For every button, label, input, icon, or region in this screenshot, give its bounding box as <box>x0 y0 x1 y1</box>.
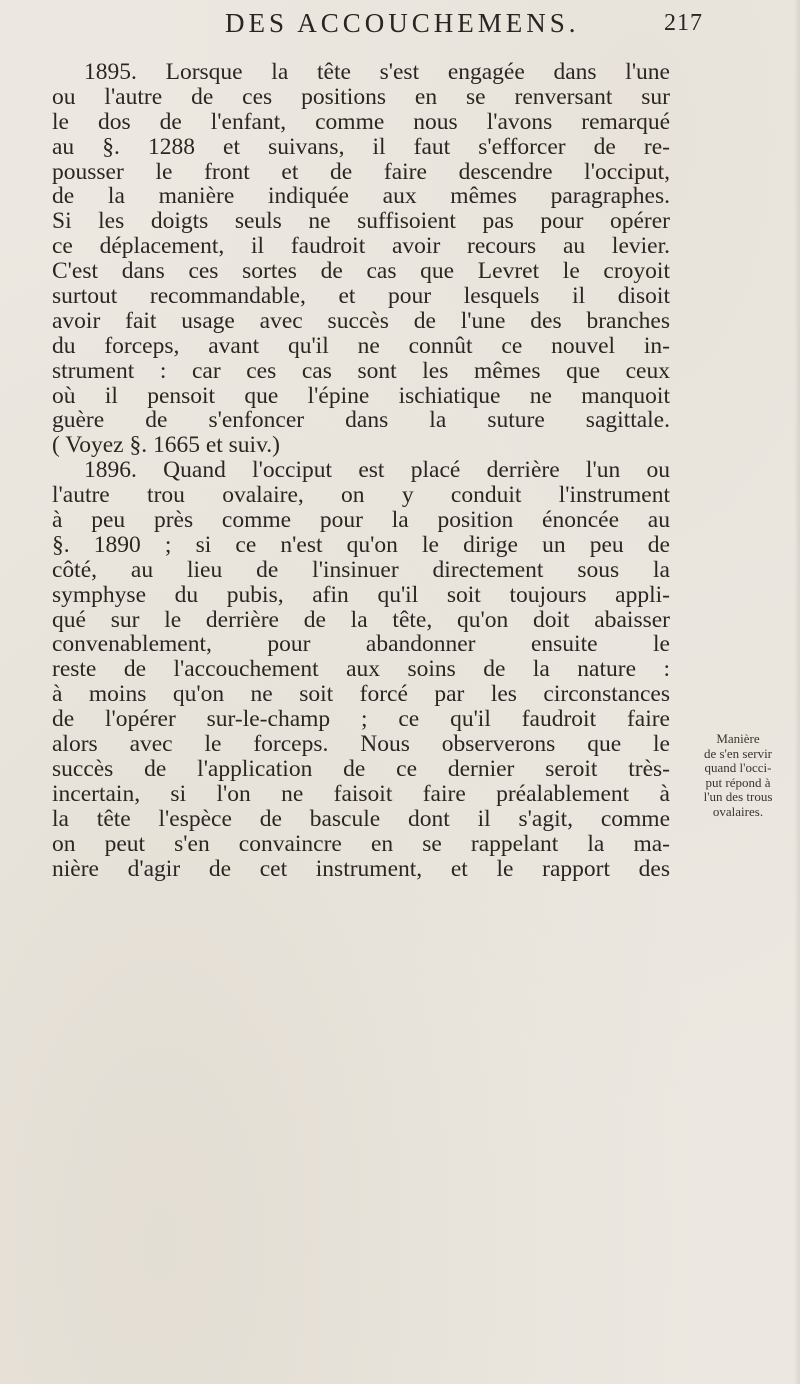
paragraph-1895-line: 1895. Lorsque la tête s'est engagée dans l'une <box>84 59 670 85</box>
text-line: du forceps, avant qu'il ne connût ce nouvel in- <box>52 332 670 359</box>
text-line: strument : car ces cas sont les mêmes que ceux <box>52 357 670 384</box>
text-line: l'autre trou ovalaire, on y conduit l'instrument <box>52 482 670 509</box>
text-line: le dos de l'enfant, comme nous l'avons remarqué <box>52 108 670 135</box>
text-line: convenablement, pour abandonner ensuite le <box>52 631 670 658</box>
text-line: symphyse du pubis, afin qu'il soit toujours appli- <box>52 581 670 608</box>
text-line: où il pensoit que l'épine ischiatique ne manquoit <box>52 382 670 409</box>
margin-note-line: Manière <box>716 731 760 746</box>
text-line: à peu près comme pour la position énoncée au <box>52 507 670 534</box>
margin-note <box>682 732 794 820</box>
margin-note-line: de s'en servir <box>703 745 773 761</box>
page-number: 217 <box>664 10 703 36</box>
text-line: ou l'autre de ces positions en se renversant sur <box>52 83 670 110</box>
paragraph-1896-line: 1896. Quand l'occiput est placé derrière l'un ou <box>84 457 670 484</box>
text-line: guère de s'enfoncer dans la suture sagittale. <box>52 407 670 434</box>
text-line: ce déplacement, il faudroit avoir recours au levier. <box>52 233 670 260</box>
text-line: surtout recommandable, et pour lesquels il disoit <box>52 283 670 310</box>
margin-note-line: put répond à <box>705 774 771 790</box>
text-line: reste de l'accouchement aux soins de la nature : <box>52 656 670 683</box>
running-head <box>0 8 800 48</box>
text-line: au §. 1288 et suivans, il faut s'efforcer de re- <box>52 133 670 160</box>
body-text <box>52 60 670 881</box>
text-line: on peut s'en convaincre en se rappelant la ma- <box>52 830 670 857</box>
text-line: ( Voyez §. 1665 et suiv.) <box>52 432 281 459</box>
text-line: qué sur le derrière de la tête, qu'on doit abaisser <box>52 606 670 633</box>
text-line: de l'opérer sur-le-champ ; ce qu'il faudroit faire <box>52 706 670 733</box>
text-line: alors avec le forceps. Nous observerons que le <box>52 731 670 758</box>
text-line: la tête l'espèce de bascule dont il s'agit, comme <box>52 805 670 832</box>
text-line: Si les doigts seuls ne suffisoient pas pour opérer <box>52 208 670 235</box>
text-line: de la manière indiquée aux mêmes paragraphes. <box>52 183 670 210</box>
running-title: DES ACCOUCHEMENS. <box>225 8 580 38</box>
text-line: pousser le front et de faire descendre l'occiput, <box>52 158 670 185</box>
text-line: avoir fait usage avec succès de l'une des branches <box>52 307 670 334</box>
text-line: succès de l'application de ce dernier seroit très- <box>52 755 670 782</box>
margin-note-line: l'un des trous <box>703 789 773 805</box>
page-edge-shadow <box>794 0 800 1384</box>
text-line: incertain, si l'on ne faisoit faire préalablement à <box>52 780 670 807</box>
text-line: côté, au lieu de l'insinuer directement sous la <box>52 556 670 583</box>
margin-note-line: quand l'occi- <box>704 760 772 776</box>
text-line: C'est dans ces sortes de cas que Levret le croyoit <box>52 258 670 285</box>
text-line: §. 1890 ; si ce n'est qu'on le dirige un peu de <box>52 531 670 558</box>
text-line: nière d'agir de cet instrument, et le rapport des <box>52 855 670 882</box>
text-line: à moins qu'on ne soit forcé par les circonstances <box>52 681 670 708</box>
margin-note-line: ovalaires. <box>712 803 764 819</box>
